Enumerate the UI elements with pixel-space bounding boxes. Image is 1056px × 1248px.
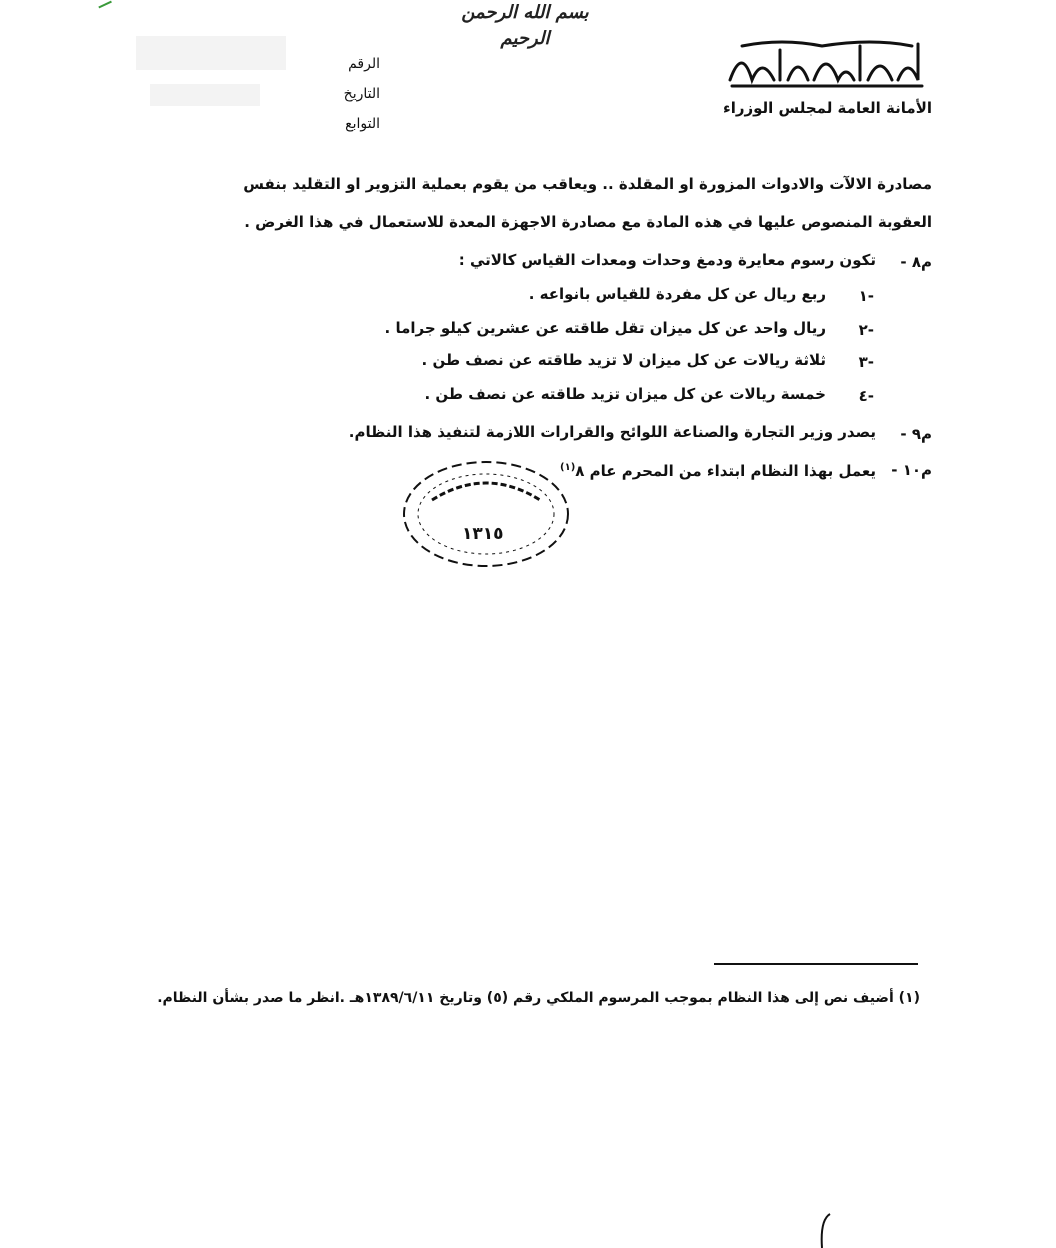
ref-label: الرقم [348,56,380,72]
body-line-1: مصادرة الالآت والادوات المزورة او المقلدة .. ويعاقب من يقوم بعملية التزوير او التقليد بنفس [243,175,932,193]
article-8-label: م٨ - [900,253,932,271]
green-pen-mark [94,0,112,8]
item-text: ريال واحد عن كل ميزان تقل طاقته عن عشرين كيلو جراما . [384,319,826,337]
article-9-label: م٩ - [900,425,932,443]
item-number: ٢- [858,321,874,339]
footnote-separator [714,963,918,965]
date-label: التاريخ [343,86,380,102]
item-text: ثلاثة ريالات عن كل ميزان لا تزيد طاقته عن نصف طن . [421,351,826,369]
article-10-text [560,456,876,483]
scan-smudge [150,84,260,106]
ministry-logo [722,36,932,92]
item-number: ٤- [858,387,874,405]
body-line-2: العقوبة المنصوص عليها في هذه المادة مع مصادرة الاجهزة المعدة للاستعمال في هذا الغرض . [244,213,932,231]
article-10-body: يعمل بهذا النظام ابتداء من المحرم عام ٨ [575,462,876,480]
article-10-label: م١٠ - [891,461,932,479]
scan-artifact [816,1212,834,1248]
attachments-label: التوابع [345,116,380,132]
article-9-text: يصدر وزير التجارة والصناعة اللوائح والقرارات اللازمة لتنفيذ هذا النظام. [348,423,876,441]
seal-year: ١٣١٥ [462,524,504,544]
item-number: ١- [858,287,874,305]
item-text: خمسة ريالات عن كل ميزان تزيد طاقته عن نصف طن . [424,385,826,403]
item-number: ٣- [858,353,874,371]
basmala: بسم الله الرحمن الرحيم [461,2,589,49]
agency-name: الأمانة العامة لمجلس الوزراء [723,99,932,117]
footnote-reference: (١) [560,462,576,473]
item-text: ربع ريال عن كل مفردة للقياس بانواعه . [528,285,826,303]
footnote: (١) أضيف نص إلى هذا النظام بموجب المرسوم الملكي رقم (٥) وتاريخ ١٣٨٩/٦/١١هـ .انظر ما صدر بشأن النظام. [157,990,920,1006]
reference-fields [290,54,380,144]
article-8-text: تكون رسوم معايرة ودمغ وحدات ومعدات القياس كالاتي : [458,251,876,269]
official-seal [398,456,574,576]
scan-smudge [136,36,286,70]
